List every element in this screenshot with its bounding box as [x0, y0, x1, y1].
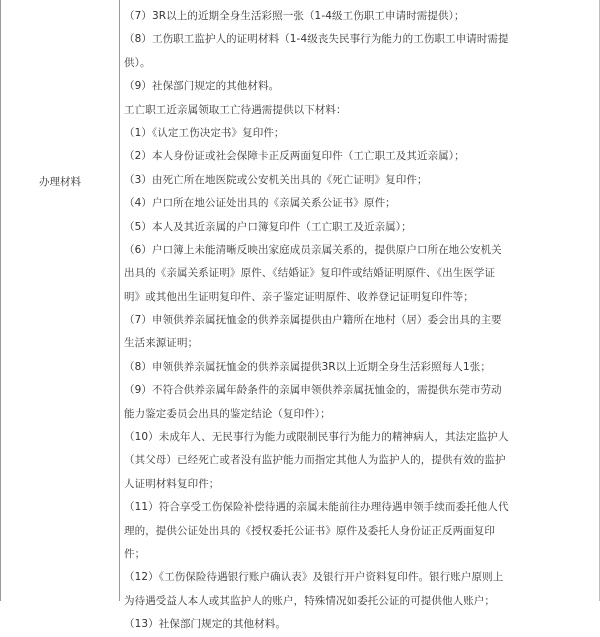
material-line: （11）符合享受工伤保险补偿待遇的亲属未能前往办理待遇申领手续而委托他人代 — [124, 501, 509, 514]
material-line: （3）由死亡所在地医院或公安机关出具的《死亡证明》复印件； — [124, 173, 428, 186]
material-line: （1）《认定工伤决定书》复印件； — [124, 126, 285, 139]
material-line: 理的，提供公证处出具的《授权委托公证书》原件及委托人身份证正反两面复印 — [124, 524, 495, 537]
material-line: 明》或其他出生证明复印件、亲子鉴定证明原件、收养登记证明复印件等； — [124, 290, 474, 303]
material-line: （2）本人身份证或社会保障卡正反两面复印件（工亡职工及其近亲属）； — [124, 150, 465, 163]
material-line: （其父母）已经死亡或者没有监护能力而指定其他人为监护人的，提供有效的监护 — [124, 454, 506, 467]
materials-content — [124, 5, 592, 637]
material-line: （7）3R以上的近期全身生活彩照一张（1-4级工伤职工申请时需提供）； — [124, 10, 465, 22]
material-line: （7）申领供养亲属抚恤金的供养亲属提供由户籍所在地村（居）委会出具的主要 — [124, 314, 502, 327]
material-line: 件； — [124, 547, 146, 560]
table-column-divider — [119, 0, 120, 601]
material-line: （10）未成年人、无民事行为能力或限制民事行为能力的精神病人，其法定监护人 — [124, 431, 509, 444]
material-line: （4）户口所在地公证处出具的《亲属关系公证书》原件； — [124, 197, 396, 210]
material-line: 为待遇受益人本人或其监护人的账户，特殊情况如委托公证的可提供他人账户； — [124, 594, 495, 607]
material-line: 生活来源证明； — [124, 337, 199, 350]
material-line: （12）《工伤保险待遇银行账户确认表》及银行开户资料复印件。银行账户原则上 — [124, 571, 504, 584]
material-line: （13）社保部门规定的其他材料。 — [124, 618, 286, 631]
material-line: 工亡职工近亲属领取工亡待遇需提供以下材料： — [124, 103, 347, 116]
section-label: 办理材料 — [39, 176, 81, 188]
label-cell — [1, 0, 119, 601]
material-line: 出具的《亲属关系证明》原件、《结婚证》复印件或结婚证明原件、《出生医学证 — [124, 267, 496, 280]
material-line: （5）本人及其近亲属的户口簿复印件（工亡职工及近亲属）； — [124, 220, 412, 233]
material-line: （9）社保部门规定的其他材料。 — [124, 80, 280, 93]
material-line: 能力鉴定委员会出具的鉴定结论（复印件）； — [124, 407, 331, 420]
material-line: 人证明材料复印件； — [124, 477, 220, 490]
material-line: 供）。 — [124, 56, 151, 69]
material-line: （6）户口簿上未能清晰反映出家庭成员亲属关系的，提供原户口所在地公安机关 — [124, 243, 502, 256]
material-line: （8）工伤职工监护人的证明材料（1-4级丧失民事行为能力的工伤职工申请时需提 — [124, 33, 509, 46]
material-line: （9）不符合供养亲属年龄条件的亲属申领供养亲属抚恤金的，需提供东莞市劳动 — [124, 384, 502, 397]
material-line: （8）申领供养亲属抚恤金的供养亲属提供3R以上近期全身生活彩照每人1张； — [124, 360, 491, 373]
